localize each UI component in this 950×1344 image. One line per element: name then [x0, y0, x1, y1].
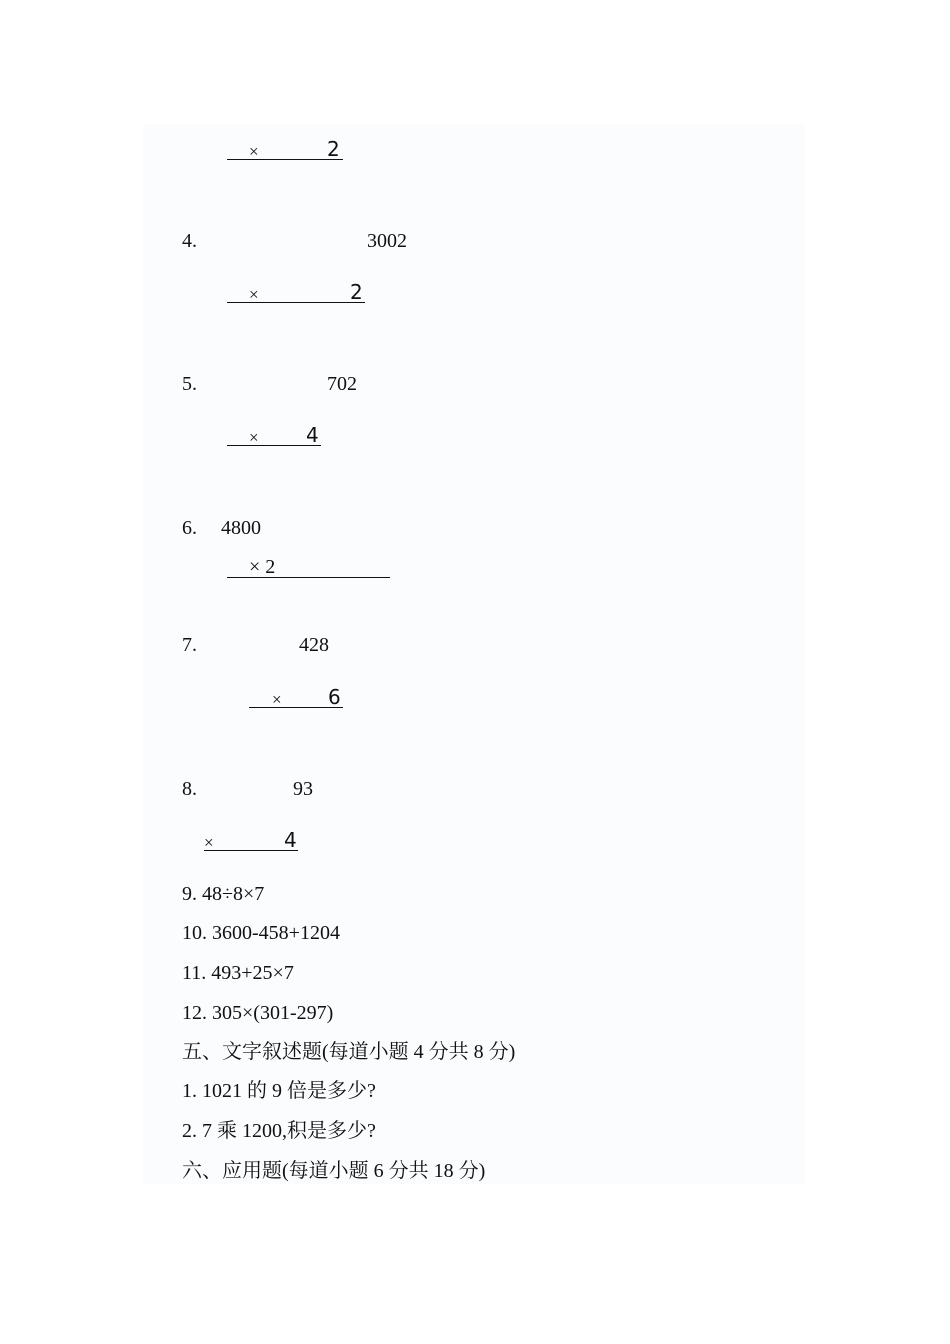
- expression-11: 11. 493+25×7: [182, 962, 294, 984]
- times-sign-8: ×: [204, 833, 214, 852]
- underline-6: [227, 577, 390, 578]
- section-5-title: 五、文字叙述题(每道小题 4 分共 8 分): [182, 1041, 516, 1063]
- problem-number-7: 7.: [182, 634, 197, 656]
- expression-10: 10. 3600-458+1204: [182, 922, 340, 944]
- multiplier-8: 4: [284, 828, 297, 852]
- multiplicand-4: 3002: [367, 230, 407, 252]
- multiplicand-5: 702: [327, 373, 357, 395]
- section-5-item-1: 1. 1021 的 9 倍是多少?: [182, 1080, 376, 1102]
- multiplier-5: 4: [306, 423, 319, 447]
- multiplier-3: 2: [327, 137, 340, 161]
- problem-number-8: 8.: [182, 778, 197, 800]
- underline-5: [227, 445, 321, 446]
- multiplicand-6: 4800: [221, 517, 261, 539]
- multiplicand-7: 428: [299, 634, 329, 656]
- times-sign-4: ×: [249, 285, 259, 304]
- section-6-title: 六、应用题(每道小题 6 分共 18 分): [182, 1160, 486, 1182]
- underline-3: [227, 159, 343, 160]
- section-5-item-2: 2. 7 乘 1200,积是多少?: [182, 1120, 376, 1142]
- underline-7: [249, 707, 343, 708]
- multiplier-4: 2: [350, 280, 363, 304]
- expression-9: 9. 48÷8×7: [182, 883, 265, 905]
- problem-number-4: 4.: [182, 230, 197, 252]
- underline-4: [227, 302, 365, 303]
- times-line-6: × 2: [249, 556, 276, 578]
- multiplicand-8: 93: [293, 778, 313, 800]
- problem-number-5: 5.: [182, 373, 197, 395]
- underline-8: [204, 850, 298, 851]
- expression-12: 12. 305×(301-297): [182, 1002, 334, 1024]
- times-sign-5: ×: [249, 428, 259, 447]
- multiplier-7: 6: [328, 685, 341, 709]
- problem-number-6: 6.: [182, 517, 197, 539]
- document-page: [143, 124, 805, 1184]
- times-sign-7: ×: [272, 690, 282, 709]
- times-sign-3: ×: [249, 142, 259, 161]
